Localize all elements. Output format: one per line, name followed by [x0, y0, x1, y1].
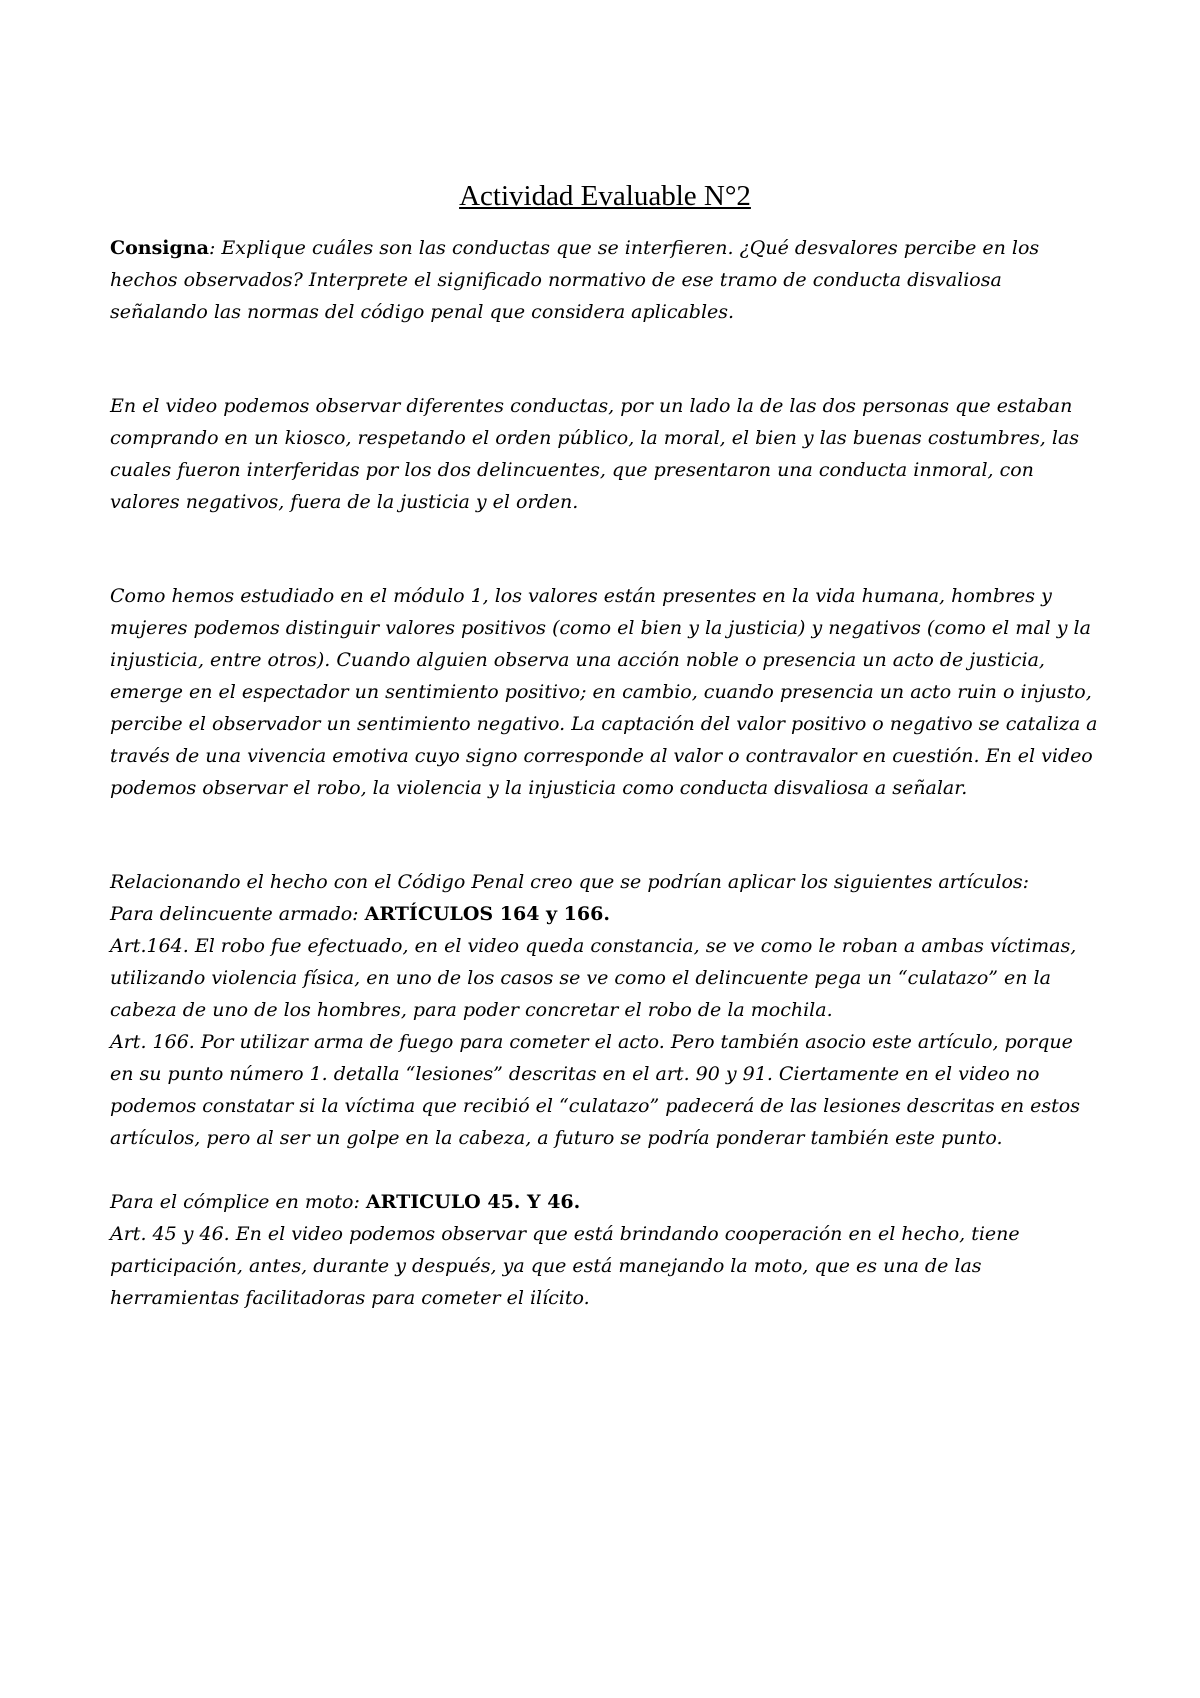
- spacer: [110, 518, 1100, 580]
- art-45-46-paragraph: Art. 45 y 46. En el video podemos observar que está brindando cooperación en el hecho, tiene participación, antes, durante y después, ya que está manejando la moto, que es una de las herramientas facilitadoras para cometer el ilícito.: [110, 1223, 1020, 1309]
- armed-prefix: Para delincuente armado:: [110, 903, 365, 925]
- accomplice-prefix: Para el cómplice en moto:: [110, 1191, 366, 1213]
- armed-articles: ARTÍCULOS 164 y 166.: [364, 903, 610, 925]
- consigna-paragraph: [110, 232, 1100, 328]
- consigna-label: Consigna: [110, 237, 209, 259]
- art-166-paragraph: Art. 166. Por utilizar arma de fuego para cometer el acto. Pero también asocio este artículo, porque en su punto número 1. detalla “lesiones” descritas en el art. 90 y 91. Ciertamente en el video no podemos constatar si la víctima que recibió el “culatazo” padecerá de las lesiones descritas en estos artículos, pero al ser un golpe en la cabeza, a futuro se podría ponderar también este punto.: [110, 1031, 1080, 1149]
- spacer: [110, 328, 1100, 390]
- paragraph-valores: Como hemos estudiado en el módulo 1, los valores están presentes en la vida humana, hombres y mujeres podemos distinguir valores positivos (como el bien y la justicia) y negativos (como el mal y la injusticia, entre otros). Cuando alguien observa una acción noble o presencia un acto de justicia, emerge en el espectador un sentimiento positivo; en cambio, cuando presencia un acto ruin o injusto, percibe el observador un sentimiento negativo. La captación del valor positivo o negativo se cataliza a través de una vivencia emotiva cuyo signo corresponde al valor o contravalor en cuestión. En el video podemos observar el robo, la violencia y la injusticia como conducta disvaliosa a señalar.: [110, 585, 1098, 799]
- art-164-paragraph: Art.164. El robo fue efectuado, en el video queda constancia, se ve como le roban a ambas víctimas, utilizando violencia física, en uno de los casos se ve como el delincuente pega un “culatazo” en la cabeza de uno de los hombres, para poder concretar el robo de la mochila.: [110, 935, 1077, 1021]
- document-body: [110, 170, 1100, 1314]
- codigo-penal-intro: Relacionando el hecho con el Código Penal creo que se podrían aplicar los siguientes artículos:: [110, 871, 1030, 893]
- spacer: [110, 1154, 1100, 1186]
- spacer: [110, 804, 1100, 866]
- accomplice-articles: ARTICULO 45. Y 46.: [365, 1191, 581, 1213]
- accomplice-heading: [110, 1186, 1100, 1218]
- paragraph-conductas: En el video podemos observar diferentes conductas, por un lado la de las dos personas que estaban comprando en un kiosco, respetando el orden público, la moral, el bien y las buenas costumbres, las cuales fueron interferidas por los dos delincuentes, que presentaron una conducta inmoral, con valores negativos, fuera de la justicia y el orden.: [110, 395, 1080, 513]
- document-title: Actividad Evaluable N°2: [459, 180, 751, 212]
- consigna-text: : Explique cuáles son las conductas que se interfieren. ¿Qué desvalores percibe en los hechos observados? Interprete el significado normativo de ese tramo de conducta disvaliosa señalando las normas del código penal que considera aplicables.: [110, 237, 1040, 323]
- section-complice: [110, 1186, 1100, 1314]
- section-codigo-penal: [110, 866, 1100, 1154]
- armed-heading: [110, 898, 1100, 930]
